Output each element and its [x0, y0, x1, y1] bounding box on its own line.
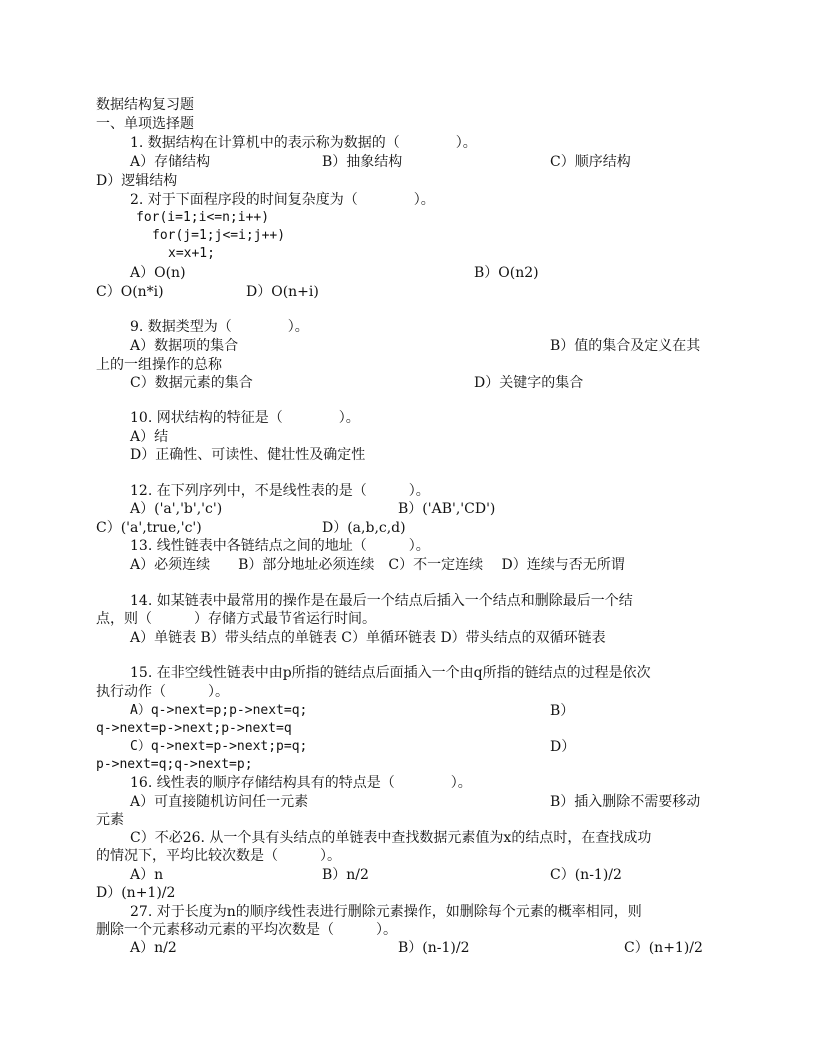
q9-option-d: D）关键字的集合	[474, 375, 584, 391]
q2-option-a: A）O(n)	[130, 265, 186, 281]
q1-option-d: D）逻辑结构	[96, 173, 178, 189]
question-1-stem: 1. 数据结构在计算机中的表示称为数据的（ ）。	[130, 135, 477, 151]
question-13-stem: 13. 线性链表中各链结点之间的地址（ ）。	[130, 538, 430, 554]
q2-option-d: D）O(n+i)	[246, 284, 319, 300]
q12-option-a: A）('a','b','c')	[130, 501, 223, 517]
q9-option-b-continued: 上的一组操作的总称	[96, 357, 222, 373]
question-27-stem-line-2: 删除一个元素移动元素的平均次数是（ ）。	[96, 922, 397, 938]
q12-option-b: B）('AB','CD')	[398, 501, 496, 517]
question-10-stem: 10. 网状结构的特征是（ ）。	[130, 410, 360, 426]
section-heading: 一、单项选择题	[96, 116, 194, 132]
q1-option-a: A）存储结构	[130, 154, 211, 170]
question-27-stem-line-1: 27. 对于长度为n的顺序线性表进行删除元素操作，如删除每个元素的概率相同，则	[130, 904, 642, 920]
q2-code-line-2: for(j=1;j<=i;j++)	[152, 228, 286, 243]
q10-option-d: D）正确性、可读性、健壮性及确定性	[130, 447, 366, 463]
question-14-stem-line-2: 点，则（ ）存储方式最节省运行时间。	[96, 611, 376, 627]
q15-option-a: A）q->next=p;p->next=q;	[130, 703, 308, 718]
q26-option-b: B）n/2	[322, 867, 369, 883]
q27-option-a: A）n/2	[130, 940, 177, 956]
q2-code-line-1: for(i=1;i<=n;i++)	[136, 210, 270, 225]
question-26-stem-line-1: C）不必26. 从一个具有头结点的单链表中查找数据元素值为x的结点时，在查找成功	[130, 830, 652, 846]
q9-option-a: A）数据项的集合	[130, 338, 239, 354]
q27-option-c: C）(n+1)/2	[624, 940, 703, 956]
question-15-stem-line-2: 执行动作（ ）。	[96, 684, 229, 700]
question-2-stem: 2. 对于下面程序段的时间复杂度为（ ）。	[130, 192, 435, 208]
q13-options: A）必须连续 B）部分地址必须连续 C）不一定连续 D）连续与否无所谓	[130, 557, 625, 573]
q16-option-b-continued: 元素	[96, 812, 124, 828]
q15-option-b-label: B）	[550, 703, 575, 719]
q1-option-b: B）抽象结构	[322, 154, 403, 170]
q10-option-a: A）结	[130, 429, 169, 445]
question-12-stem: 12. 在下列序列中，不是线性表的是（ ）。	[130, 483, 430, 499]
q12-option-c: C）('a',true,'c')	[96, 520, 202, 536]
doc-title: 数据结构复习题	[96, 97, 194, 113]
q16-option-a: A）可直接随机访问任一元素	[130, 794, 309, 810]
q2-option-b: B）O(n2)	[474, 265, 539, 281]
q26-option-d: D）(n+1)/2	[96, 885, 176, 901]
q9-option-b: B）值的集合及定义在其	[550, 338, 701, 354]
question-14-stem-line-1: 14. 如某链表中最常用的操作是在最后一个结点后插入一个结点和删除最后一个结	[130, 593, 633, 609]
q15-option-d: p->next=q;q->next=p;	[96, 757, 253, 772]
q27-option-b: B）(n-1)/2	[398, 940, 470, 956]
q9-option-c: C）数据元素的集合	[130, 375, 253, 391]
q26-option-c: C）(n-1)/2	[550, 867, 622, 883]
q15-option-b: q->next=p->next;p->next=q	[96, 721, 292, 736]
q12-option-d: D）(a,b,c,d)	[322, 520, 406, 536]
question-26-stem-line-2: 的情况下，平均比较次数是（ ）。	[96, 848, 341, 864]
q14-options: A）单链表 B）带头结点的单链表 C）单循环链表 D）带头结点的双循环链表	[130, 630, 606, 646]
question-9-stem: 9. 数据类型为（ ）。	[130, 319, 309, 335]
q15-option-d-label: D）	[550, 739, 576, 755]
q2-code-line-3: x=x+1;	[168, 246, 215, 261]
question-15-stem-line-1: 15. 在非空线性链表中由p所指的链结点后面插入一个由q所指的链结点的过程是依次	[130, 665, 651, 681]
q26-option-a: A）n	[130, 867, 164, 883]
q1-option-c: C）顺序结构	[550, 154, 631, 170]
q15-option-c: C）q->next=p->next;p=q;	[130, 739, 308, 754]
question-16-stem: 16. 线性表的顺序存储结构具有的特点是（ ）。	[130, 775, 472, 791]
q16-option-b: B）插入删除不需要移动	[550, 794, 701, 810]
q2-option-c: C）O(n*i)	[96, 284, 164, 300]
